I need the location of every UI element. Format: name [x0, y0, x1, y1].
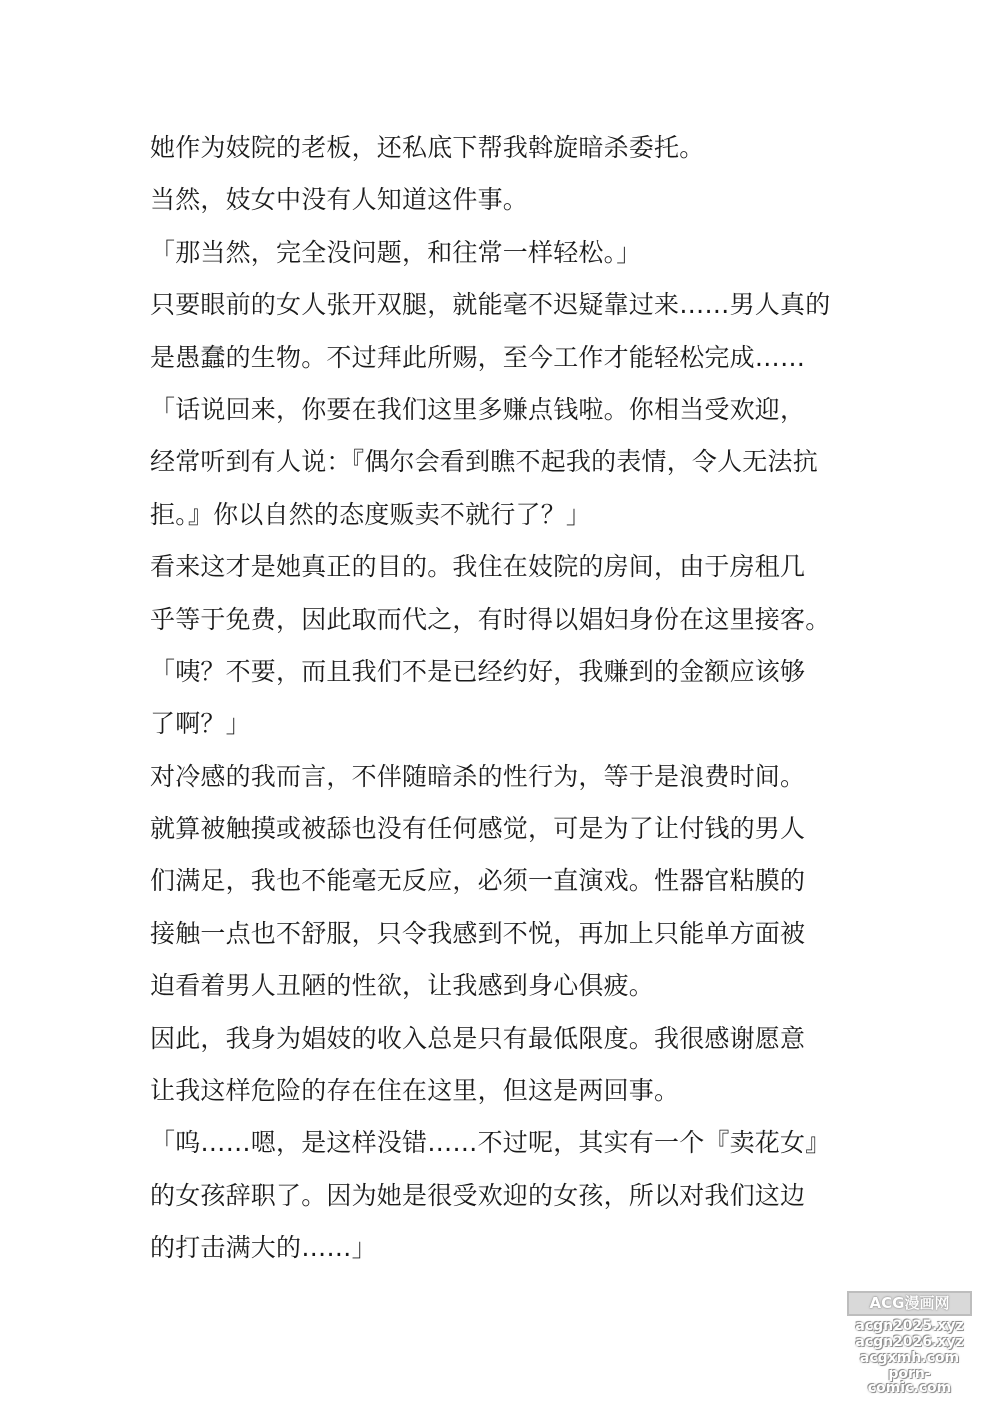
text-line: 「咦？不要，而且我们不是已经约好，我赚到的金额应该够: [150, 656, 806, 686]
text-line: 接触一点也不舒服，只令我感到不悦，再加上只能单方面被: [150, 918, 806, 948]
text-line: 让我这样危险的存在住在这里，但这是两回事。: [150, 1076, 680, 1106]
text-line: 乎等于免费，因此取而代之，有时得以娼妇身份在这里接客。: [150, 604, 831, 634]
text-line: 因此，我身为娼妓的收入总是只有最低限度。我很感谢愿意: [150, 1023, 806, 1053]
watermark-title: ACG漫画网: [847, 1291, 972, 1316]
site-watermark: [847, 1291, 972, 1396]
body-text: [150, 122, 870, 1275]
watermark-url: porn-comic.com: [867, 1366, 952, 1396]
text-line: 就算被触摸或被舔也没有任何感觉，可是为了让付钱的男人: [150, 814, 806, 844]
watermark-url: acgn2025.xyz: [855, 1318, 964, 1334]
text-line: 的打击满大的……」: [150, 1233, 377, 1263]
text-line: 对冷感的我而言，不伴随暗杀的性行为，等于是浪费时间。: [150, 761, 806, 791]
text-line: 拒。』你以自然的态度贩卖不就行了？」: [150, 499, 592, 529]
text-line: 迫看着男人丑陋的性欲，让我感到身心俱疲。: [150, 971, 655, 1001]
text-line: 「那当然，完全没问题，和往常一样轻松。」: [150, 237, 642, 267]
text-line: 当然，妓女中没有人知道这件事。: [150, 185, 529, 215]
text-line: 们满足，我也不能毫无反应，必须一直演戏。性器官粘膜的: [150, 866, 806, 896]
text-line: 看来这才是她真正的目的。我住在妓院的房间，由于房租几: [150, 552, 806, 582]
text-line: 是愚蠢的生物。不过拜此所赐，至今工作才能轻松完成……: [150, 342, 806, 372]
watermark-url: acgn2026.xyz: [855, 1334, 964, 1350]
text-line: 了啊？」: [150, 709, 251, 739]
watermark-url: acgxmh.com: [859, 1350, 960, 1366]
text-line: 「呜……嗯，是这样没错……不过呢，其实有一个『卖花女』: [150, 1128, 831, 1158]
text-line: 的女孩辞职了。因为她是很受欢迎的女孩，所以对我们这边: [150, 1180, 806, 1210]
text-line: 「话说回来，你要在我们这里多赚点钱啦。你相当受欢迎，: [150, 394, 806, 424]
text-line: 她作为妓院的老板，还私底下帮我斡旋暗杀委托。: [150, 133, 705, 162]
text-line: 经常听到有人说：『偶尔会看到瞧不起我的表情，令人无法抗: [150, 447, 818, 477]
text-line: 只要眼前的女人张开双腿，就能毫不迟疑靠过来……男人真的: [150, 290, 831, 320]
